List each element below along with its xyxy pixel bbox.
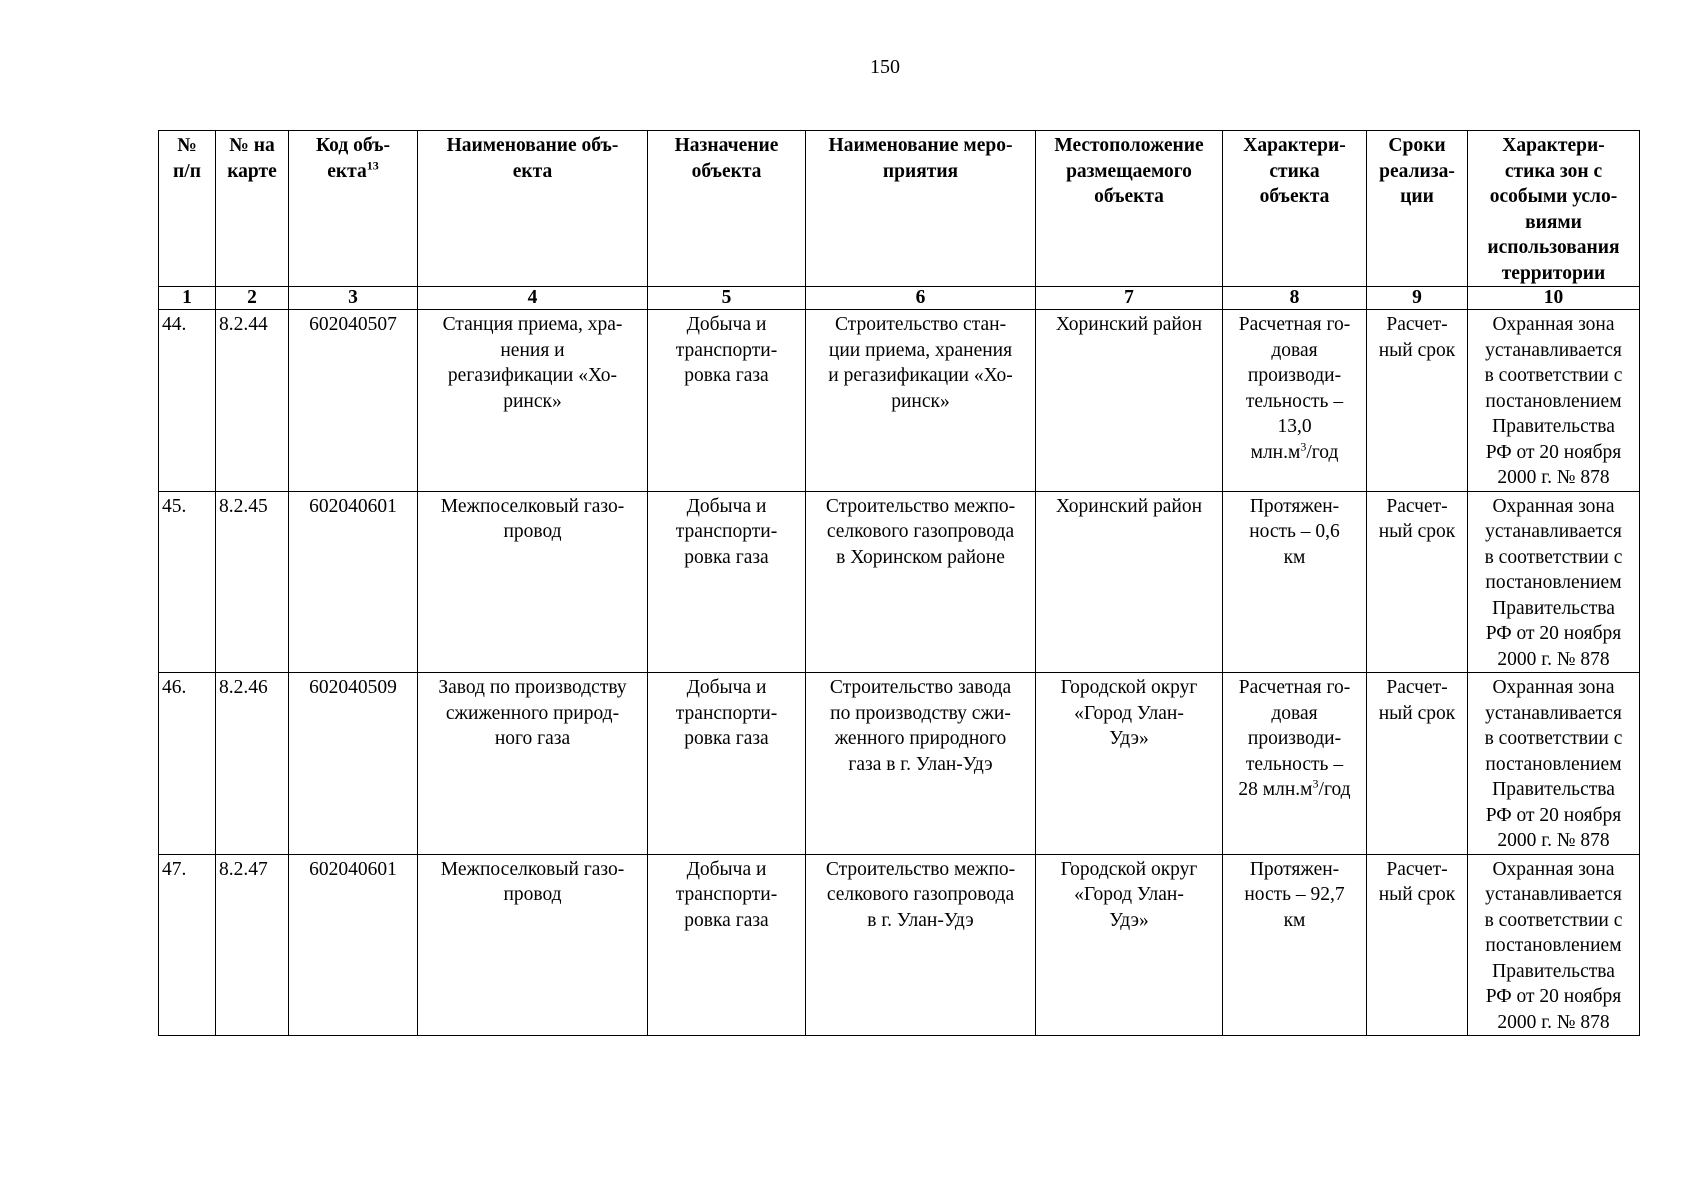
page-number: 150 bbox=[870, 56, 900, 78]
characteristic-superscript: 3 bbox=[1312, 776, 1319, 791]
table-row bbox=[159, 491, 1640, 673]
column-number: 4 bbox=[418, 287, 648, 310]
cell-characteristic bbox=[1223, 673, 1367, 855]
header-object-code-label: Код объ- екта bbox=[316, 135, 390, 182]
cell-location: Городской округ «Город Улан- Удэ» bbox=[1036, 854, 1223, 1036]
cell-object-name: Межпоселковый газо- провод bbox=[418, 854, 648, 1036]
cell-row-number: 46. bbox=[159, 673, 216, 855]
header-object-name: Наименование объ- екта bbox=[418, 131, 648, 287]
cell-zone: Охранная зона устанавливается в соответствии с постановлением Правительства РФ от 20 ноября 2000 г. № 878 bbox=[1468, 854, 1640, 1036]
cell-object-code: 602040601 bbox=[289, 854, 418, 1036]
header-map-number: № на карте bbox=[216, 131, 289, 287]
cell-object-code: 602040507 bbox=[289, 310, 418, 492]
header-object-purpose: Назначение объекта bbox=[648, 131, 806, 287]
cell-row-number: 44. bbox=[159, 310, 216, 492]
header-object-code bbox=[289, 131, 418, 287]
cell-term: Расчет- ный срок bbox=[1367, 854, 1468, 1036]
column-number: 9 bbox=[1367, 287, 1468, 310]
cell-map-number: 8.2.44 bbox=[216, 310, 289, 492]
cell-object-name: Завод по производству сжиженного природ- ного газа bbox=[418, 673, 648, 855]
header-location: Местоположение размещаемого объекта bbox=[1036, 131, 1223, 287]
cell-location: Хоринский район bbox=[1036, 491, 1223, 673]
cell-term: Расчет- ный срок bbox=[1367, 673, 1468, 855]
table-row bbox=[159, 854, 1640, 1036]
table-row bbox=[159, 673, 1640, 855]
table-row bbox=[159, 310, 1640, 492]
characteristic-unit-tail: /год bbox=[1318, 779, 1351, 800]
table-header-row bbox=[159, 131, 1640, 287]
cell-location: Хоринский район bbox=[1036, 310, 1223, 492]
cell-map-number: 8.2.45 bbox=[216, 491, 289, 673]
column-number: 1 bbox=[159, 287, 216, 310]
column-numbers-row bbox=[159, 287, 1640, 310]
cell-object-purpose: Добыча и транспорти- ровка газа bbox=[648, 310, 806, 492]
column-number: 5 bbox=[648, 287, 806, 310]
cell-activity-name: Строительство межпо- селкового газопровода в г. Улан-Удэ bbox=[806, 854, 1036, 1036]
column-number: 7 bbox=[1036, 287, 1223, 310]
cell-object-purpose: Добыча и транспорти- ровка газа bbox=[648, 491, 806, 673]
header-term: Сроки реализа- ции bbox=[1367, 131, 1468, 287]
characteristic-superscript: 3 bbox=[1300, 439, 1307, 453]
cell-object-purpose: Добыча и транспорти- ровка газа bbox=[648, 673, 806, 855]
cell-object-name: Межпоселковый газо- провод bbox=[418, 491, 648, 673]
header-characteristic: Характери- стика объекта bbox=[1223, 131, 1367, 287]
characteristic-text: Протяжен- ность – 0,6 км bbox=[1249, 495, 1340, 568]
cell-activity-name: Строительство стан- ции приема, хранения и регазификации «Хо- ринск» bbox=[806, 310, 1036, 492]
characteristic-text: Расчетная го- довая производи- тельность – 28 млн.м bbox=[1238, 677, 1351, 800]
characteristic-text: Протяжен- ность – 92,7 км bbox=[1244, 858, 1345, 931]
header-zone: Характери- стика зон с особыми усло- виями использования территории bbox=[1468, 131, 1640, 287]
column-number: 10 bbox=[1468, 287, 1640, 310]
column-number: 8 bbox=[1223, 287, 1367, 310]
cell-activity-name: Строительство завода по производству сжи- женного природного газа в г. Улан-Удэ bbox=[806, 673, 1036, 855]
cell-zone: Охранная зона устанавливается в соответствии с постановлением Правительства РФ от 20 ноября 2000 г. № 878 bbox=[1468, 673, 1640, 855]
characteristic-unit-tail: /год bbox=[1306, 441, 1339, 463]
column-number: 6 bbox=[806, 287, 1036, 310]
objects-table bbox=[158, 130, 1640, 1036]
cell-row-number: 47. bbox=[159, 854, 216, 1036]
cell-characteristic bbox=[1223, 854, 1367, 1036]
cell-row-number: 45. bbox=[159, 491, 216, 673]
cell-term: Расчет- ный срок bbox=[1367, 491, 1468, 673]
cell-activity-name: Строительство межпо- селкового газопровода в Хоринском районе bbox=[806, 491, 1036, 673]
cell-map-number: 8.2.46 bbox=[216, 673, 289, 855]
cell-zone: Охранная зона устанавливается в соответствии с постановлением Правительства РФ от 20 ноября 2000 г. № 878 bbox=[1468, 310, 1640, 492]
cell-map-number: 8.2.47 bbox=[216, 854, 289, 1036]
cell-term: Расчет- ный срок bbox=[1367, 310, 1468, 492]
column-number: 3 bbox=[289, 287, 418, 310]
cell-object-code: 602040509 bbox=[289, 673, 418, 855]
column-number: 2 bbox=[216, 287, 289, 310]
cell-object-code: 602040601 bbox=[289, 491, 418, 673]
header-row-number: № п/п bbox=[159, 131, 216, 287]
characteristic-text: Расчетная го- довая производи- тельность – 13,0 млн.м bbox=[1238, 314, 1351, 463]
header-footnote-mark: 13 bbox=[366, 158, 379, 172]
cell-object-name: Станция приема, хра- нения и регазификации «Хо- ринск» bbox=[418, 310, 648, 492]
cell-zone: Охранная зона устанавливается в соответствии с постановлением Правительства РФ от 20 ноября 2000 г. № 878 bbox=[1468, 491, 1640, 673]
cell-object-purpose: Добыча и транспорти- ровка газа bbox=[648, 854, 806, 1036]
cell-characteristic bbox=[1223, 491, 1367, 673]
cell-characteristic bbox=[1223, 310, 1367, 492]
cell-location: Городской округ «Город Улан- Удэ» bbox=[1036, 673, 1223, 855]
header-activity-name: Наименование меро- приятия bbox=[806, 131, 1036, 287]
